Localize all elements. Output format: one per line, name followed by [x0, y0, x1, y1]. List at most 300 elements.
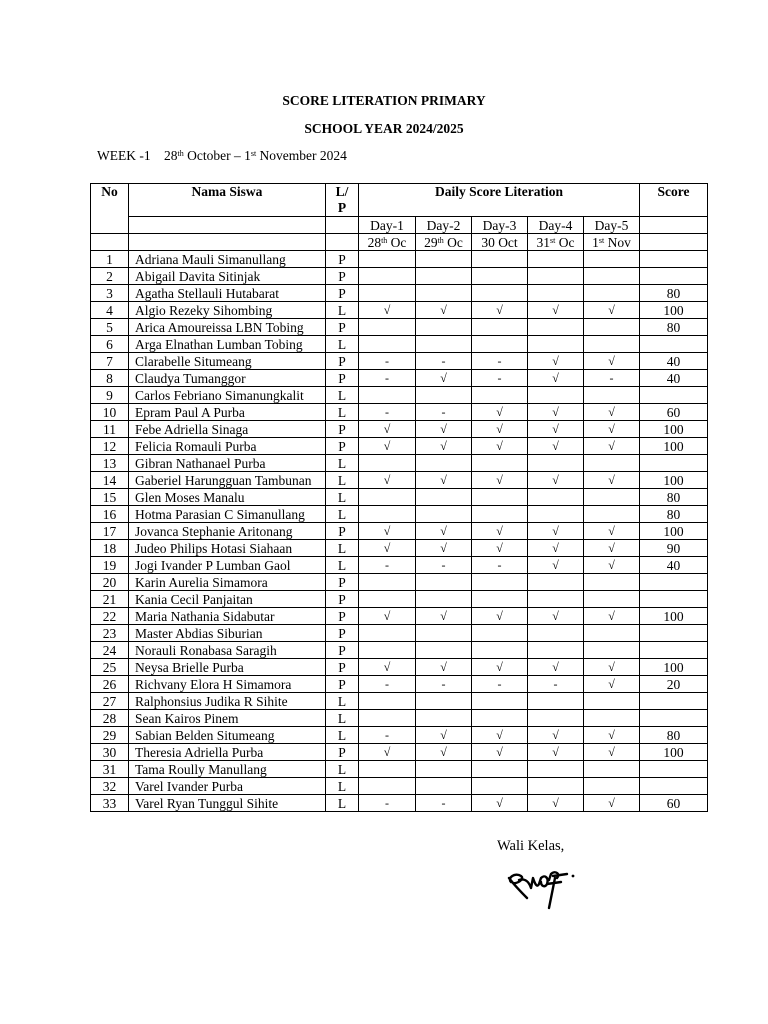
day-mark [416, 778, 472, 795]
day-mark [472, 251, 528, 268]
day-mark [528, 693, 584, 710]
student-score: 40 [640, 370, 708, 387]
student-name: Richvany Elora H Simamora [129, 676, 326, 693]
table-row [91, 404, 708, 421]
day-mark [584, 319, 640, 336]
day-mark: - [528, 676, 584, 693]
table-row [91, 676, 708, 693]
header-lp-line1: L/ [335, 184, 349, 199]
row-number: 1 [91, 251, 129, 268]
day-mark: √ [584, 421, 640, 438]
student-score [640, 761, 708, 778]
day-mark [584, 642, 640, 659]
header-daily: Daily Score Literation [359, 184, 640, 217]
day-mark [472, 387, 528, 404]
student-score [640, 336, 708, 353]
day-mark [472, 506, 528, 523]
student-score: 80 [640, 727, 708, 744]
student-name: Theresia Adriella Purba [129, 744, 326, 761]
student-score: 100 [640, 472, 708, 489]
student-name: Tama Roully Manullang [129, 761, 326, 778]
day-mark: - [584, 370, 640, 387]
score-table-body [91, 184, 708, 812]
row-number: 11 [91, 421, 129, 438]
day-mark: √ [472, 472, 528, 489]
student-score: 80 [640, 506, 708, 523]
row-number: 29 [91, 727, 129, 744]
student-score [640, 268, 708, 285]
day-mark [472, 319, 528, 336]
student-score: 100 [640, 523, 708, 540]
student-gender: P [326, 523, 359, 540]
day-mark [584, 710, 640, 727]
student-score [640, 251, 708, 268]
day-mark: √ [472, 608, 528, 625]
student-score [640, 455, 708, 472]
row-number: 26 [91, 676, 129, 693]
student-name: Neysa Brielle Purba [129, 659, 326, 676]
day-mark: √ [528, 795, 584, 812]
day-mark: - [359, 676, 416, 693]
day-mark: - [359, 353, 416, 370]
table-row [91, 421, 708, 438]
day-mark: - [416, 676, 472, 693]
student-gender: L [326, 795, 359, 812]
day-mark: √ [584, 557, 640, 574]
day-mark [584, 455, 640, 472]
table-row [91, 744, 708, 761]
day-mark: √ [359, 421, 416, 438]
student-gender: P [326, 642, 359, 659]
student-name: Varel Ivander Purba [129, 778, 326, 795]
day-mark: √ [472, 727, 528, 744]
row-number: 10 [91, 404, 129, 421]
table-row [91, 319, 708, 336]
table-row [91, 370, 708, 387]
student-score: 40 [640, 353, 708, 370]
day-mark [359, 642, 416, 659]
table-row [91, 455, 708, 472]
day-mark [584, 387, 640, 404]
student-name: Ralphonsius Judika R Sihite [129, 693, 326, 710]
day-mark [472, 268, 528, 285]
day-mark [359, 489, 416, 506]
day-mark [528, 591, 584, 608]
header-day: Day-3 [472, 217, 528, 234]
day-mark: √ [416, 659, 472, 676]
day-mark [359, 574, 416, 591]
header-row-main [91, 184, 708, 217]
table-row [91, 489, 708, 506]
student-score: 60 [640, 404, 708, 421]
day-mark [359, 319, 416, 336]
header-date: 30 Oct [472, 234, 528, 251]
day-mark: √ [584, 302, 640, 319]
table-row [91, 778, 708, 795]
day-mark: - [359, 795, 416, 812]
day-mark: - [359, 404, 416, 421]
row-number: 7 [91, 353, 129, 370]
table-row [91, 761, 708, 778]
day-mark [528, 642, 584, 659]
day-mark: - [472, 557, 528, 574]
day-mark: √ [416, 302, 472, 319]
student-name: Sean Kairos Pinem [129, 710, 326, 727]
day-mark [528, 251, 584, 268]
table-row [91, 438, 708, 455]
table-row [91, 268, 708, 285]
student-name: Glen Moses Manalu [129, 489, 326, 506]
row-number: 22 [91, 608, 129, 625]
day-mark: √ [528, 302, 584, 319]
day-mark: √ [359, 302, 416, 319]
row-number: 31 [91, 761, 129, 778]
table-row [91, 557, 708, 574]
student-gender: P [326, 370, 359, 387]
student-gender: P [326, 285, 359, 302]
header-score-blank [640, 234, 708, 251]
row-number: 23 [91, 625, 129, 642]
day-mark: √ [472, 404, 528, 421]
student-gender: P [326, 438, 359, 455]
table-row [91, 251, 708, 268]
day-mark [528, 285, 584, 302]
day-mark [528, 489, 584, 506]
day-mark [528, 506, 584, 523]
week-label: WEEK -1 [97, 148, 151, 163]
day-mark: √ [528, 608, 584, 625]
student-score: 100 [640, 438, 708, 455]
day-mark: √ [528, 472, 584, 489]
student-gender: P [326, 251, 359, 268]
table-row [91, 387, 708, 404]
day-mark [472, 778, 528, 795]
student-name: Arica Amoureissa LBN Tobing [129, 319, 326, 336]
student-name: Jovanca Stephanie Aritonang [129, 523, 326, 540]
day-mark: - [472, 676, 528, 693]
day-mark: √ [584, 353, 640, 370]
student-name: Jogi Ivander P Lumban Gaol [129, 557, 326, 574]
row-number: 18 [91, 540, 129, 557]
header-date: 31st Oc [528, 234, 584, 251]
day-mark: - [472, 353, 528, 370]
day-mark: - [359, 557, 416, 574]
student-gender: L [326, 557, 359, 574]
student-score: 100 [640, 744, 708, 761]
student-name: Hotma Parasian C Simanullang [129, 506, 326, 523]
row-number: 33 [91, 795, 129, 812]
row-number: 4 [91, 302, 129, 319]
table-row [91, 591, 708, 608]
day-mark: √ [416, 744, 472, 761]
table-row [91, 710, 708, 727]
student-gender: L [326, 302, 359, 319]
day-mark: √ [528, 421, 584, 438]
day-mark [584, 336, 640, 353]
student-name: Agatha Stellauli Hutabarat [129, 285, 326, 302]
student-gender: P [326, 353, 359, 370]
day-mark [359, 591, 416, 608]
day-mark [472, 710, 528, 727]
day-mark: √ [472, 659, 528, 676]
table-row [91, 285, 708, 302]
day-mark [416, 574, 472, 591]
row-number: 24 [91, 642, 129, 659]
week-end-rest: November 2024 [256, 148, 347, 163]
row-number: 21 [91, 591, 129, 608]
day-mark [472, 642, 528, 659]
day-mark [416, 591, 472, 608]
header-no: No [91, 184, 129, 234]
row-number: 14 [91, 472, 129, 489]
day-mark: √ [528, 659, 584, 676]
day-mark: - [359, 727, 416, 744]
student-gender: L [326, 506, 359, 523]
student-score: 100 [640, 421, 708, 438]
day-mark: √ [528, 370, 584, 387]
table-row [91, 353, 708, 370]
student-score [640, 574, 708, 591]
day-mark [528, 336, 584, 353]
student-gender: L [326, 455, 359, 472]
student-name: Judeo Philips Hotasi Siahaan [129, 540, 326, 557]
table-row [91, 506, 708, 523]
score-table [90, 183, 708, 812]
student-name: Norauli Ronabasa Saragih [129, 642, 326, 659]
day-mark: √ [472, 421, 528, 438]
day-mark: √ [416, 540, 472, 557]
day-mark [472, 761, 528, 778]
header-lp-blank [326, 234, 359, 251]
header-day: Day-1 [359, 217, 416, 234]
signature-image [505, 868, 585, 918]
day-mark: √ [359, 540, 416, 557]
student-gender: P [326, 625, 359, 642]
row-number: 28 [91, 710, 129, 727]
day-mark [472, 591, 528, 608]
day-mark: √ [584, 472, 640, 489]
student-score [640, 591, 708, 608]
student-score: 60 [640, 795, 708, 812]
student-name: Epram Paul A Purba [129, 404, 326, 421]
header-day: Day-4 [528, 217, 584, 234]
table-row [91, 540, 708, 557]
signoff-label: Wali Kelas, [497, 838, 565, 854]
day-mark: √ [472, 540, 528, 557]
day-mark [416, 693, 472, 710]
student-name: Gibran Nathanael Purba [129, 455, 326, 472]
day-mark: √ [359, 438, 416, 455]
student-name: Felicia Romauli Purba [129, 438, 326, 455]
student-gender: L [326, 336, 359, 353]
day-mark: √ [528, 523, 584, 540]
student-score: 100 [640, 659, 708, 676]
day-mark [359, 455, 416, 472]
day-mark: √ [528, 540, 584, 557]
day-mark [359, 285, 416, 302]
student-gender: L [326, 472, 359, 489]
student-gender: P [326, 421, 359, 438]
header-date: 29th Oc [416, 234, 472, 251]
student-score: 40 [640, 557, 708, 574]
day-mark: √ [584, 608, 640, 625]
day-mark [584, 591, 640, 608]
header-lp-line2: P [337, 200, 347, 215]
day-mark: - [416, 557, 472, 574]
day-mark [359, 268, 416, 285]
student-score [640, 778, 708, 795]
table-row [91, 608, 708, 625]
day-mark: √ [584, 744, 640, 761]
day-mark [584, 693, 640, 710]
student-name: Clarabelle Situmeang [129, 353, 326, 370]
student-score [640, 693, 708, 710]
day-mark [359, 761, 416, 778]
header-name-blank [129, 234, 326, 251]
student-score: 80 [640, 489, 708, 506]
student-score [640, 625, 708, 642]
day-mark: - [416, 353, 472, 370]
day-mark [416, 455, 472, 472]
day-mark [359, 778, 416, 795]
table-row [91, 795, 708, 812]
header-lp-blank [326, 217, 359, 234]
day-mark: √ [584, 795, 640, 812]
row-number: 13 [91, 455, 129, 472]
day-mark: √ [359, 523, 416, 540]
day-mark: √ [472, 744, 528, 761]
day-mark [416, 506, 472, 523]
student-gender: L [326, 710, 359, 727]
student-name: Gaberiel Harungguan Tambunan [129, 472, 326, 489]
day-mark: √ [416, 523, 472, 540]
day-mark [472, 574, 528, 591]
day-mark: √ [528, 438, 584, 455]
day-mark [528, 778, 584, 795]
student-gender: L [326, 761, 359, 778]
table-row [91, 574, 708, 591]
student-score: 80 [640, 285, 708, 302]
day-mark [416, 319, 472, 336]
row-number: 2 [91, 268, 129, 285]
student-gender: L [326, 540, 359, 557]
day-mark [472, 625, 528, 642]
day-mark: √ [416, 727, 472, 744]
row-number: 8 [91, 370, 129, 387]
day-mark: √ [416, 608, 472, 625]
student-name: Sabian Belden Situmeang [129, 727, 326, 744]
day-mark: √ [528, 727, 584, 744]
student-score: 100 [640, 302, 708, 319]
day-mark [416, 251, 472, 268]
student-gender: P [326, 319, 359, 336]
student-name: Carlos Febriano Simanungkalit [129, 387, 326, 404]
week-start-rest: October – 1 [183, 148, 251, 163]
day-mark: √ [416, 472, 472, 489]
student-gender: P [326, 659, 359, 676]
student-gender: L [326, 778, 359, 795]
student-score [640, 642, 708, 659]
row-number: 17 [91, 523, 129, 540]
table-row [91, 523, 708, 540]
day-mark [472, 489, 528, 506]
week-start-day: 28 [163, 148, 178, 163]
day-mark: √ [584, 540, 640, 557]
week-end-sup: st [250, 149, 257, 158]
table-row [91, 727, 708, 744]
day-mark [472, 285, 528, 302]
day-mark [359, 625, 416, 642]
day-mark [528, 268, 584, 285]
student-gender: L [326, 387, 359, 404]
table-row [91, 336, 708, 353]
header-row-dates [91, 234, 708, 251]
table-row [91, 302, 708, 319]
day-mark [416, 625, 472, 642]
day-mark: - [416, 795, 472, 812]
row-number: 6 [91, 336, 129, 353]
student-name: Adriana Mauli Simanullang [129, 251, 326, 268]
day-mark: √ [528, 404, 584, 421]
header-score-blank [640, 217, 708, 234]
day-mark [416, 268, 472, 285]
table-row [91, 625, 708, 642]
day-mark: √ [359, 608, 416, 625]
day-mark [528, 710, 584, 727]
student-score: 100 [640, 608, 708, 625]
day-mark [528, 761, 584, 778]
day-mark [359, 693, 416, 710]
day-mark [528, 319, 584, 336]
day-mark: √ [359, 744, 416, 761]
student-score [640, 710, 708, 727]
student-gender: L [326, 404, 359, 421]
student-name: Karin Aurelia Simamora [129, 574, 326, 591]
day-mark: - [416, 404, 472, 421]
row-number: 15 [91, 489, 129, 506]
day-mark [472, 693, 528, 710]
table-row [91, 659, 708, 676]
day-mark [584, 506, 640, 523]
header-lp [326, 184, 359, 217]
day-mark [359, 387, 416, 404]
day-mark: √ [416, 421, 472, 438]
student-gender: L [326, 489, 359, 506]
student-name: Febe Adriella Sinaga [129, 421, 326, 438]
day-mark: √ [472, 795, 528, 812]
day-mark [584, 268, 640, 285]
header-name: Nama Siswa [129, 184, 326, 217]
day-mark [416, 489, 472, 506]
day-mark [528, 387, 584, 404]
day-mark [359, 710, 416, 727]
student-score: 20 [640, 676, 708, 693]
header-no-blank [91, 234, 129, 251]
row-number: 25 [91, 659, 129, 676]
student-score: 80 [640, 319, 708, 336]
day-mark [584, 625, 640, 642]
day-mark [359, 251, 416, 268]
day-mark [528, 574, 584, 591]
row-number: 9 [91, 387, 129, 404]
student-gender: P [326, 676, 359, 693]
student-name: Claudya Tumanggor [129, 370, 326, 387]
day-mark [416, 761, 472, 778]
day-mark: √ [584, 659, 640, 676]
day-mark: - [472, 370, 528, 387]
week-start-sup: th [177, 149, 184, 158]
day-mark: √ [584, 523, 640, 540]
